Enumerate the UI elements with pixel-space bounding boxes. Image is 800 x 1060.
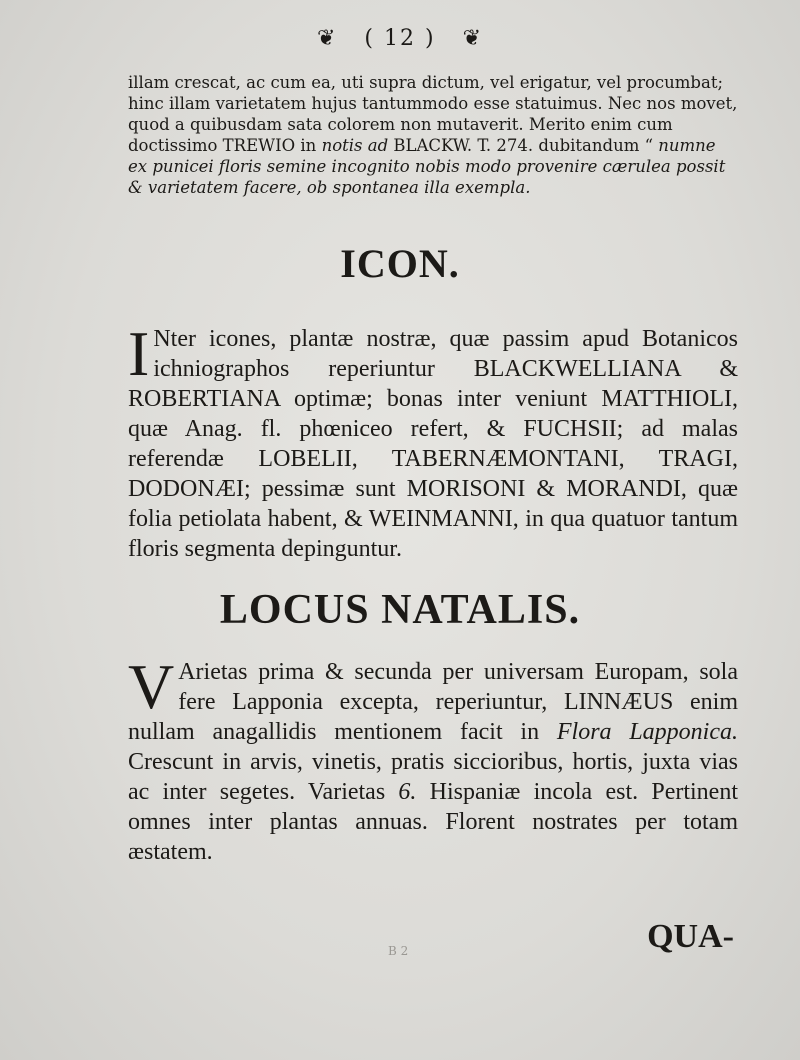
icon-text: Nter icones, plantæ nostræ, quæ passim apud Botanicos ichniographos reperiuntur BLACKWELLIANA & ROBERTIANA optimæ; bonas inter veniunt MATTHIOLI, quæ Anag. fl. phœniceo refert, & FUCHSII; ad malas referendæ LOBELII, TABERNÆMONTANI, TRAGI, DODONÆI; pessimæ sunt MORISONI & MORANDI, quæ folia petiolata habent, & WEINMANNI, in qua quatuor tantum floris segmenta depinguntur. [128,326,738,562]
icon-dropcap: I [128,318,150,389]
intro-text-2: BLACKW. T. 274. dubitandum “ [388,136,659,155]
locus-paragraph [128,651,739,867]
signature-mark: B 2 [388,944,409,958]
intro-quote: numne ex punicei floris semine incognito nobis modo provenire cærulea possit & varietatem facere, ob spontanea illa exempla. [128,136,726,197]
locus-dropcap: V [128,651,175,722]
locus-italic: Flora Lapponica. [556,719,739,745]
locus-italic-2: 6. [398,779,417,805]
catchword: QUA- [647,918,734,955]
locus-text-1: Arietas prima & secunda per universam Europam, sola fere Lapponia excepta, reperiuntur, LINNÆUS enim nullam anagallidis mentionem facit in [128,659,738,745]
icon-heading: ICON. [340,241,460,286]
right-ornament-icon: ❦ [462,26,484,51]
icon-paragraph [128,318,738,564]
locus-text-3: Hispaniæ incola est. Pertinent omnes inter plantas annuas. Florent nostrates per totam æstatem. [128,779,738,865]
page-header [0,26,800,51]
intro-text-1: illam crescat, ac cum ea, uti supra dictum, vel erigatur, vel procumbat; hinc illam varietatem hujus tantummodo esse statuimus. Nec nos movet, quod a quibusdam sata colorem non mutaverit. Merito enim cum doctissimo TREWIO in [128,73,738,155]
intro-paragraph [128,72,738,198]
locus-natalis-heading: LOCUS NATALIS. [219,587,581,633]
left-ornament-icon: ❦ [316,26,338,51]
locus-text-2: Crescunt in arvis, vinetis, pratis siccioribus, hortis, juxta vias ac inter segetes. Varietas [128,749,738,805]
intro-italic: notis ad [321,136,389,155]
page-number: ( 12 ) [364,26,436,51]
